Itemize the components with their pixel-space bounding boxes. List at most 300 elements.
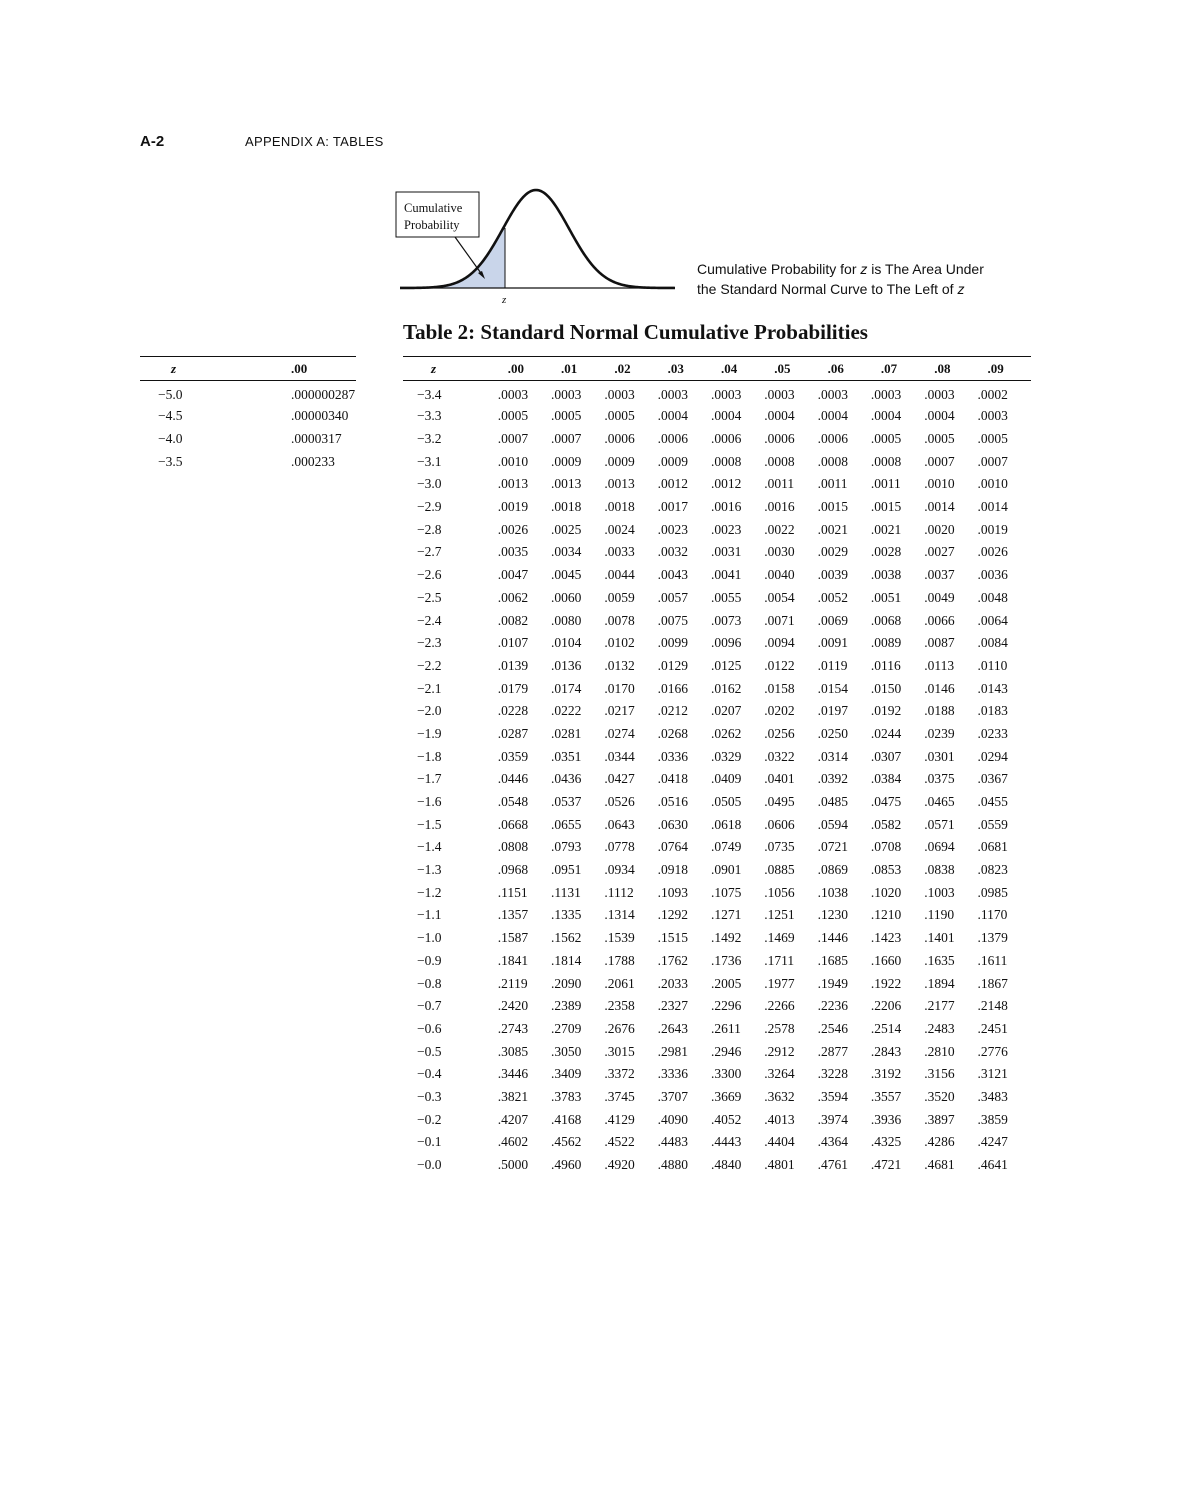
z-value: −1.7 [417,771,442,787]
probability-cell: .0007 [497,431,529,447]
z-value: −1.8 [417,748,442,764]
header-col [658,357,711,381]
standard-normal-table [403,356,1031,1176]
header-label: .06 [827,360,844,376]
probability-cell: .0007 [977,453,1008,469]
probability-cell: .0749 [710,839,742,855]
probability-cell: .0010 [497,453,529,469]
probability-cell: .2061 [604,975,635,991]
probability-cell: .4522 [604,1134,635,1150]
probability-cell: .0307 [870,748,902,764]
probability-cell: .0885 [764,862,795,878]
probability-cell: .0268 [657,725,689,741]
probability-cell: .2177 [924,998,955,1014]
probability-cell: .1093 [657,884,689,900]
z-value: −5.0 [158,387,183,402]
probability-cell: .0004 [870,408,902,424]
table-row [403,972,1031,995]
probability-cell: .0202 [764,703,795,719]
table-row [140,450,356,473]
probability-cell: .0060 [551,589,582,605]
probability-cell: .0150 [870,680,902,696]
probability-cell: .0197 [817,703,848,719]
z-value: −3.4 [417,387,442,402]
z-value: −2.5 [417,589,442,605]
probability-cell: .0071 [764,612,795,628]
probability-cell: .0087 [924,635,955,651]
probability-cell: .1660 [870,952,902,968]
probability-cell: .0005 [604,408,635,424]
probability-cell: .0054 [764,589,795,605]
header-label: .07 [880,360,898,376]
probability-cell: .0020 [924,521,955,537]
probability-cell: .1635 [924,952,955,968]
probability-cell: .0239 [924,725,955,741]
probability-cell: .0032 [657,544,689,560]
probability-cell: .0039 [817,567,848,583]
probability-cell: .0017 [657,499,689,515]
probability-cell: .0132 [604,657,635,673]
probability-cell: .1515 [657,930,689,946]
probability-cell: .0064 [977,612,1008,628]
probability-cell: .0823 [977,862,1008,878]
z-value: −0.0 [417,1157,442,1173]
probability-cell: .0281 [551,725,582,741]
probability-cell: .3707 [657,1088,689,1104]
probability-cell: .4168 [551,1111,582,1127]
probability-cell: .0465 [924,794,955,810]
probability-cell: .0183 [977,703,1008,719]
probability-cell: .0102 [604,635,635,651]
table-row [403,1131,1031,1154]
probability-cell: .0022 [764,521,795,537]
probability-cell: .0003 [764,387,795,402]
table-row [403,791,1031,814]
probability-cell: .0031 [710,544,742,560]
probability-cell: .0853 [870,862,902,878]
probability-cell: .0107 [497,635,529,651]
probability-cell: .1611 [977,952,1008,968]
probability-cell: .0021 [817,521,848,537]
probability-cell: .0158 [764,680,795,696]
probability-cell: .4286 [924,1134,955,1150]
probability-cell: .3192 [870,1066,902,1082]
probability-cell: .4681 [924,1157,955,1173]
z-value: −2.2 [417,657,442,673]
probability-cell: .0154 [817,680,848,696]
probability-cell: .4920 [604,1157,635,1173]
probability-cell: .0035 [497,544,529,560]
probability-cell: .1292 [657,907,689,923]
probability-cell: .1814 [551,952,582,968]
header-col [551,357,604,381]
probability-cell: .0179 [497,680,529,696]
table-row [403,904,1031,927]
probability-cell: .1003 [924,884,955,900]
z-value: −1.4 [417,839,442,855]
probability-cell: .0136 [551,657,582,673]
probability-cell: .1423 [870,930,902,946]
header-label: .02 [614,360,631,376]
header-label: .09 [987,360,1004,376]
probability-cell: .0735 [764,839,795,855]
probability-cell: .0548 [497,794,529,810]
probability-cell: .3372 [604,1066,635,1082]
probability-cell: .0262 [710,725,742,741]
z-value: −3.5 [158,453,183,469]
probability-cell: .3085 [497,1043,529,1059]
probability-cell: .2743 [497,1020,529,1036]
probability-cell: .0040 [764,567,795,583]
probability-cell: .2483 [924,1020,955,1036]
probability-cell: .0021 [870,521,902,537]
table-row [403,1040,1031,1063]
probability-cell: .0808 [497,839,529,855]
probability-cell: .0537 [551,794,582,810]
z-value: −0.6 [417,1020,442,1036]
header-col [978,357,1031,381]
probability-cell: .0059 [604,589,635,605]
probability-cell: .0028 [870,544,902,560]
probability-cell: .4247 [977,1134,1008,1150]
caption-text: Cumulative Probability for [697,261,861,277]
probability-cell: .2266 [764,998,795,1014]
probability-cell: .0094 [764,635,795,651]
probability-cell: .2709 [551,1020,582,1036]
probability-cell: .0116 [870,657,901,673]
probability-cell: .0951 [551,862,582,878]
probability-cell: .3859 [977,1111,1008,1127]
probability-cell: .0009 [657,453,689,469]
probability-cell: .0006 [604,431,635,447]
probability-cell: .0057 [657,589,689,605]
probability-cell: .0113 [924,657,955,673]
probability-cell: .0485 [817,794,848,810]
probability-cell: .0409 [710,771,742,787]
probability-cell: .0052 [817,589,848,605]
z-value: −1.2 [417,884,442,900]
section-title: APPENDIX A: TABLES [245,134,384,149]
probability-cell: .0003 [817,387,848,402]
probability-cell: .3121 [977,1066,1008,1082]
header-label: .00 [507,360,524,376]
probability-cell: .0004 [924,408,955,424]
probability-cell: .4013 [764,1111,795,1127]
probability-cell: .0250 [817,725,848,741]
probability-cell: .0011 [870,476,901,492]
probability-cell: .1841 [497,952,529,968]
probability-cell: .1788 [604,952,635,968]
table-row [403,1018,1031,1041]
probability-cell: .0401 [764,771,795,787]
probability-cell: .0968 [497,862,529,878]
probability-cell: .2005 [710,975,742,991]
caption-var: z [957,281,965,297]
probability-cell: .0089 [870,635,902,651]
probability-cell: .0091 [817,635,848,651]
probability-cell: .0023 [710,521,742,537]
probability-cell: .000000287 [291,387,356,402]
table-row [403,564,1031,587]
probability-cell: .0359 [497,748,529,764]
probability-cell: .3557 [870,1088,902,1104]
probability-cell: .1379 [977,930,1008,946]
table-row [403,428,1031,451]
probability-cell: .0045 [551,567,582,583]
probability-cell: .1401 [924,930,955,946]
probability-cell: .0078 [604,612,635,628]
probability-cell: .1357 [497,907,529,923]
probability-cell: .1446 [817,930,848,946]
z-value: −2.0 [417,703,442,719]
header-col [871,357,924,381]
probability-cell: .0013 [551,476,582,492]
probability-cell: .4483 [657,1134,689,1150]
probability-cell: .1151 [497,884,528,900]
probability-cell: .4801 [764,1157,795,1173]
probability-cell: .0170 [604,680,635,696]
probability-cell: .1539 [604,930,635,946]
probability-cell: .3520 [924,1088,955,1104]
probability-cell: .0006 [817,431,848,447]
probability-cell: .2119 [497,975,528,991]
probability-cell: .3936 [870,1111,902,1127]
probability-cell: .0384 [870,771,902,787]
probability-cell: .0096 [710,635,742,651]
probability-cell: .2578 [764,1020,795,1036]
probability-cell: .4721 [870,1157,902,1173]
probability-cell: .2090 [551,975,582,991]
probability-cell: .0012 [657,476,689,492]
axis-z-label: z [502,294,507,306]
probability-cell: .0764 [657,839,689,855]
probability-cell: .0019 [977,521,1008,537]
probability-cell: .0329 [710,748,742,764]
probability-cell: .3783 [551,1088,582,1104]
probability-cell: .0043 [657,567,689,583]
probability-cell: .0274 [604,725,635,741]
table-row [403,723,1031,746]
probability-cell: .3897 [924,1111,955,1127]
probability-cell: .4090 [657,1111,689,1127]
probability-cell: .3669 [710,1088,742,1104]
probability-cell: .0446 [497,771,529,787]
probability-cell: .2981 [657,1043,689,1059]
probability-cell: .0005 [551,408,582,424]
probability-cell: .0018 [551,499,582,515]
table-row [403,745,1031,768]
probability-cell: .000233 [291,453,335,469]
probability-cell: .0008 [764,453,795,469]
probability-cell: .0838 [924,862,955,878]
probability-cell: .1190 [924,907,955,923]
probability-cell: .2358 [604,998,635,1014]
probability-cell: .0287 [497,725,529,741]
probability-cell: .0003 [870,387,902,402]
probability-cell: .3300 [710,1066,742,1082]
z-value: −0.2 [417,1111,442,1127]
probability-cell: .0015 [870,499,902,515]
probability-cell: .0918 [657,862,689,878]
probability-cell: .0125 [710,657,742,673]
probability-cell: .2643 [657,1020,689,1036]
probability-cell: .0934 [604,862,635,878]
probability-cell: .1469 [764,930,795,946]
probability-cell: .0244 [870,725,902,741]
table-row [403,496,1031,519]
probability-cell: .0006 [710,431,742,447]
caption-var: z [860,261,868,277]
probability-cell: .0129 [657,657,689,673]
probability-cell: .0019 [497,499,529,515]
probability-cell: .0217 [604,703,635,719]
z-value: −3.1 [417,453,442,469]
probability-cell: .0013 [497,476,529,492]
probability-cell: .4960 [551,1157,582,1173]
probability-cell: .0008 [817,453,848,469]
probability-cell: .0122 [764,657,795,673]
table-row [403,1154,1031,1177]
probability-cell: .0336 [657,748,689,764]
probability-cell: .0013 [604,476,635,492]
probability-cell: .0037 [924,567,955,583]
probability-cell: .0010 [977,476,1008,492]
probability-cell: .0901 [710,862,742,878]
probability-cell: .2148 [977,998,1008,1014]
probability-cell: .0793 [551,839,582,855]
table-header-row [140,357,356,381]
probability-cell: .0301 [924,748,955,764]
probability-cell: .0026 [977,544,1008,560]
probability-cell: .0025 [551,521,582,537]
probability-cell: .0006 [657,431,689,447]
probability-cell: .0041 [710,567,742,583]
probability-cell: .0618 [710,816,742,832]
probability-cell: .0582 [870,816,902,832]
table-row [403,473,1031,496]
probability-cell: .0559 [977,816,1008,832]
probability-cell: .0294 [977,748,1008,764]
probability-cell: .0044 [604,567,635,583]
z-value: −1.1 [417,907,442,923]
z-value: −0.1 [417,1134,442,1150]
probability-cell: .0003 [977,408,1008,424]
probability-cell: .0495 [764,794,795,810]
probability-cell: .0003 [657,387,689,402]
probability-cell: .0055 [710,589,742,605]
z-value: −1.0 [417,930,442,946]
probability-cell: .0012 [710,476,742,492]
probability-cell: .4404 [764,1134,795,1150]
probability-cell: .3745 [604,1088,635,1104]
probability-cell: .0162 [710,680,742,696]
probability-cell: .1210 [870,907,902,923]
probability-cell: .4052 [710,1111,742,1127]
probability-cell: .0027 [924,544,955,560]
z-value: −0.9 [417,952,442,968]
pointer-arrow [455,237,483,276]
probability-cell: .0014 [977,499,1008,515]
probability-cell: .0668 [497,816,529,832]
probability-cell: .0571 [924,816,955,832]
probability-cell: .0694 [924,839,955,855]
probability-cell: .0418 [657,771,689,787]
probability-cell: .0066 [924,612,955,628]
probability-cell: .1562 [551,930,582,946]
probability-cell: .1251 [764,907,795,923]
header-col [711,357,764,381]
probability-cell: .0708 [870,839,902,855]
probability-cell: .0455 [977,794,1008,810]
probability-cell: .0004 [764,408,795,424]
probability-cell: .1131 [551,884,581,900]
header-label: .08 [934,360,951,376]
probability-cell: .0029 [817,544,848,560]
probability-cell: .2877 [817,1043,848,1059]
probability-cell: .0009 [604,453,635,469]
probability-cell: .0047 [497,567,529,583]
probability-cell: .0778 [604,839,635,855]
probability-cell: .0049 [924,589,955,605]
probability-cell: .0004 [710,408,742,424]
z-value: −4.5 [158,408,183,424]
probability-cell: .1685 [817,952,848,968]
table-row [403,632,1031,655]
probability-cell: .0314 [817,748,848,764]
table-row [403,859,1031,882]
header-label: .04 [720,360,738,376]
table-header-row [403,357,1031,381]
probability-cell: .0004 [657,408,689,424]
probability-cell: .1335 [551,907,582,923]
probability-cell: .5000 [497,1157,529,1173]
probability-cell: .0011 [764,476,795,492]
probability-cell: .0367 [977,771,1008,787]
probability-cell: .0008 [870,453,902,469]
probability-cell: .3336 [657,1066,689,1082]
probability-cell: .0036 [977,567,1008,583]
table-row [140,381,356,406]
probability-cell: .2546 [817,1020,848,1036]
probability-cell: .0000317 [291,431,342,447]
probability-cell: .0099 [657,635,689,651]
z-value: −1.6 [417,794,442,810]
probability-cell: .0322 [764,748,795,764]
table-row [403,381,1031,406]
z-value: −2.7 [417,544,442,560]
probability-cell: .0351 [551,748,582,764]
table-row [403,655,1031,678]
probability-cell: .0119 [817,657,848,673]
probability-cell: .0643 [604,816,635,832]
probability-cell: .0006 [764,431,795,447]
probability-cell: .2776 [977,1043,1008,1059]
table-row [403,768,1031,791]
probability-cell: .0026 [497,521,529,537]
probability-cell: .3446 [497,1066,529,1082]
probability-cell: .4562 [551,1134,582,1150]
probability-cell: .3632 [764,1088,795,1104]
probability-cell: .1587 [497,930,529,946]
probability-cell: .0003 [924,387,955,402]
probability-cell: .1020 [870,884,902,900]
z-value: −2.3 [417,635,442,651]
header-z: z [140,357,289,381]
probability-cell: .0069 [817,612,848,628]
header-col [818,357,871,381]
probability-cell: .1762 [657,952,689,968]
probability-cell: .3483 [977,1088,1008,1104]
